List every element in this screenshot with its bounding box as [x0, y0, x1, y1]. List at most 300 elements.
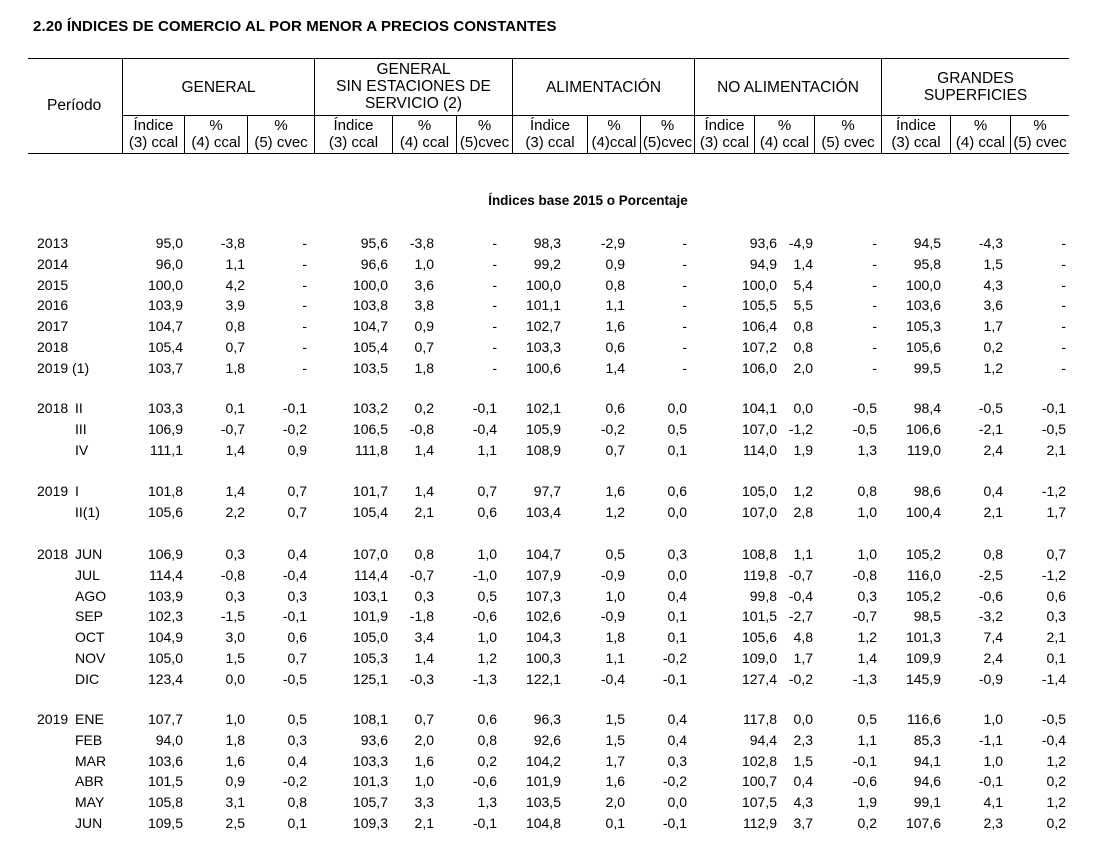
period-year: 2017 [37, 318, 69, 335]
table-cell: 114,4 [149, 566, 183, 583]
table-cell: 104,8 [525, 815, 561, 831]
table-cell: 1,0 [857, 546, 877, 562]
table-cell: -3,8 [409, 235, 434, 251]
table-cell: 0,9 [605, 255, 625, 272]
table-cell: 5,4 [793, 276, 813, 293]
table-cell: 1,7 [1046, 503, 1066, 520]
table-cell: 2,4 [983, 441, 1003, 458]
table-cell: 107,0 [352, 546, 388, 562]
table-cell: 103,5 [525, 794, 561, 811]
table-cell: -1,3 [852, 670, 877, 687]
table-cell: 0,3 [287, 587, 307, 604]
period-sub: ENE [75, 711, 104, 727]
table-cell: - [492, 297, 497, 314]
table-cell: 2,1 [1046, 441, 1066, 458]
table-cell: 96,0 [155, 255, 183, 272]
table-cell: 4,3 [793, 794, 813, 811]
table-cell: 0,7 [605, 441, 625, 458]
table-cell: 104,7 [352, 318, 388, 335]
table-cell: -0,9 [600, 608, 625, 625]
table-cell: -0,1 [662, 670, 687, 687]
period-sub: ABR [75, 773, 104, 790]
table-cell: 94,5 [913, 235, 941, 251]
table-cell: -0,1 [852, 752, 877, 769]
table-cell: 105,4 [352, 339, 388, 355]
table-cell: 4,8 [793, 629, 813, 646]
table-cell: 96,3 [533, 711, 561, 727]
table-cell: -0,1 [978, 773, 1003, 790]
table-cell: 105,8 [147, 794, 183, 811]
table-cell: 0,7 [1046, 546, 1066, 562]
table-cell: 2,8 [793, 503, 813, 520]
table-cell: -0,5 [978, 400, 1003, 416]
subheader-pct-ccal: % (4) ccal [191, 117, 241, 151]
table-cell: 0,1 [667, 608, 687, 625]
table-row [0, 233, 1098, 254]
table-caption: Índices base 2015 o Porcentaje [488, 193, 688, 208]
table-cell: 94,9 [749, 255, 777, 272]
table-cell: -2,7 [788, 608, 813, 625]
table-cell: 103,7 [147, 359, 183, 376]
table-cell: - [1061, 235, 1066, 251]
table-cell: 101,1 [525, 297, 561, 314]
table-cell: 1,0 [477, 629, 497, 646]
subheader-pct-cvec: % (5) cvec [1013, 117, 1067, 151]
table-cell: 107,7 [147, 711, 183, 727]
table-cell: 1,7 [983, 318, 1003, 335]
table-cell: 125,1 [352, 670, 388, 687]
table-cell: 1,4 [414, 650, 434, 666]
table-header [0, 0, 1098, 160]
table-cell: -0,6 [852, 773, 877, 790]
table-cell: 104,2 [525, 752, 561, 769]
table-cell: 103,9 [147, 297, 183, 314]
period-sub: JUL [75, 566, 100, 583]
table-cell: 1,6 [605, 773, 625, 790]
table-cell: 114,0 [743, 441, 777, 458]
table-cell: 1,2 [477, 650, 497, 666]
table-cell: 2,1 [983, 503, 1003, 520]
table-cell: 102,7 [525, 318, 561, 335]
table-cell: 98,6 [913, 483, 941, 499]
table-cell: 1,1 [793, 546, 813, 562]
table-cell: 5,5 [793, 297, 813, 314]
table-cell: 94,6 [913, 773, 941, 790]
table-cell: 104,1 [741, 400, 777, 416]
table-cell: 105,7 [352, 794, 388, 811]
table-cell: 7,4 [983, 629, 1003, 646]
table-cell: 122,1 [525, 670, 561, 687]
table-row [0, 398, 1098, 419]
table-cell: - [682, 318, 687, 335]
table-cell: 0,4 [667, 711, 687, 727]
subheader-indice: Índice (3) ccal [328, 117, 379, 151]
table-cell: - [1061, 339, 1066, 355]
table-cell: 105,6 [741, 629, 777, 646]
table-cell: -2,5 [978, 566, 1003, 583]
table-cell: 95,0 [155, 235, 183, 251]
table-cell: 1,8 [225, 731, 245, 748]
table-cell: 1,2 [605, 503, 625, 520]
table-cell: 0,6 [477, 503, 497, 520]
period-sub: DIC [75, 670, 100, 687]
table-row [0, 440, 1098, 461]
period-sub: SEP [75, 608, 104, 625]
table-row [0, 627, 1098, 648]
table-cell: 0,0 [667, 566, 687, 583]
table-cell: 0,0 [793, 400, 813, 416]
table-cell: 3,6 [983, 297, 1003, 314]
table-cell: -0,7 [788, 566, 813, 583]
table-cell: 0,9 [225, 773, 245, 790]
table-cell: 106,5 [352, 420, 388, 437]
table-cell: 1,4 [793, 255, 813, 272]
table-cell: - [872, 339, 877, 355]
table-cell: 0,3 [667, 546, 687, 562]
table-cell: 0,2 [1046, 773, 1066, 790]
table-cell: -1,5 [220, 608, 245, 625]
table-cell: 1,4 [605, 359, 625, 376]
table-cell: 102,3 [147, 608, 183, 625]
subheader-indice: Índice (3) ccal [699, 117, 750, 151]
table-cell: 108,8 [741, 546, 777, 562]
table-cell: 0,8 [793, 318, 813, 335]
table-cell: 1,0 [414, 255, 434, 272]
table-cell: 0,7 [477, 483, 497, 499]
table-cell: 1,0 [857, 503, 877, 520]
table-cell: 106,0 [741, 359, 777, 376]
table-cell: 0,8 [225, 318, 245, 335]
table-row [0, 730, 1098, 751]
table-cell: 0,2 [857, 815, 877, 831]
table-cell: 107,3 [525, 587, 561, 604]
table-cell: 3,8 [414, 297, 434, 314]
table-cell: 0,6 [477, 711, 497, 727]
table-cell: 100,0 [352, 276, 388, 293]
table-cell: 1,1 [477, 441, 497, 458]
table-cell: 103,1 [352, 587, 388, 604]
table-cell: 3,4 [414, 629, 434, 646]
table-cell: -1,4 [1041, 670, 1066, 687]
table-cell: -0,1 [472, 815, 497, 831]
header-top-rule [28, 58, 1069, 59]
table-cell: 1,0 [225, 711, 245, 727]
period-year: 2018 [37, 339, 69, 355]
table-cell: 2,0 [414, 731, 434, 748]
group-header-general-sin-estaciones: GENERAL SIN ESTACIONES DE SERVICIO (2) [336, 61, 491, 112]
period-year: 2014 [37, 255, 69, 272]
table-cell: 2,3 [983, 815, 1003, 831]
period-sub: II(1) [75, 503, 100, 520]
table-cell: 100,7 [741, 773, 777, 790]
table-cell: 116,6 [907, 711, 941, 727]
period-sub: FEB [75, 731, 103, 748]
table-cell: 102,8 [741, 752, 777, 769]
table-cell: 0,2 [477, 752, 497, 769]
table-cell: 1,6 [414, 752, 434, 769]
table-cell: -0,4 [1041, 731, 1066, 748]
table-cell: 1,1 [225, 255, 245, 272]
table-cell: 102,1 [525, 400, 561, 416]
table-cell: 3,3 [414, 794, 434, 811]
table-cell: 100,0 [905, 276, 941, 293]
subheader-pct-ccal: % (4) ccal [955, 117, 1006, 151]
table-cell: 0,5 [477, 587, 497, 604]
table-cell: 3,7 [793, 815, 813, 831]
table-cell: 1,0 [983, 752, 1003, 769]
table-cell: 3,1 [225, 794, 245, 811]
table-cell: 0,7 [414, 711, 434, 727]
table-cell: 119,0 [907, 441, 941, 458]
table-cell: 1,6 [605, 318, 625, 335]
table-cell: 101,7 [352, 483, 388, 499]
period-year: 2019 (1) [37, 359, 90, 376]
table-cell: -0,9 [978, 670, 1003, 687]
table-cell: 116,0 [907, 566, 941, 583]
table-row [0, 709, 1098, 730]
table-row [0, 792, 1098, 813]
subheader-pct-ccal: % (4) ccal [399, 117, 450, 151]
table-cell: 100,0 [147, 276, 183, 293]
table-cell: 94,1 [913, 752, 941, 769]
table-cell: 105,9 [525, 420, 561, 437]
table-cell: -0,2 [662, 650, 687, 666]
table-cell: 0,4 [287, 546, 307, 562]
group-header-grandes-superficies: GRANDES SUPERFICIES [923, 70, 1028, 104]
table-cell: 0,0 [225, 670, 245, 687]
table-cell: 100,6 [525, 359, 561, 376]
table-cell: 101,9 [352, 608, 388, 625]
table-cell: 96,6 [360, 255, 388, 272]
table-row [0, 751, 1098, 772]
subheader-pct-ccal: % (4)ccal [591, 117, 637, 151]
table-row [0, 544, 1098, 565]
table-cell: -0,2 [600, 420, 625, 437]
table-cell: 104,9 [147, 629, 183, 646]
period-year: 2018 [37, 400, 69, 416]
table-cell: 1,9 [793, 441, 813, 458]
table-cell: 117,8 [743, 711, 777, 727]
table-cell: 1,1 [857, 731, 877, 748]
table-cell: 0,7 [414, 339, 434, 355]
table-cell: - [492, 235, 497, 251]
table-cell: 0,8 [287, 794, 307, 811]
table-cell: 109,0 [741, 650, 777, 666]
table-cell: 0,3 [414, 587, 434, 604]
table-row [0, 337, 1098, 358]
table-cell: 101,9 [525, 773, 561, 790]
period-sub: AGO [75, 587, 107, 604]
table-row [0, 669, 1098, 690]
table-cell: - [1061, 276, 1066, 293]
table-cell: 107,0 [741, 503, 777, 520]
table-cell: 100,0 [525, 276, 561, 293]
table-cell: 1,2 [793, 483, 813, 499]
table-cell: 98,3 [533, 235, 561, 251]
table-cell: -0,1 [282, 400, 307, 416]
table-cell: 1,5 [605, 711, 625, 727]
table-cell: - [302, 359, 307, 376]
table-cell: -0,8 [409, 420, 434, 437]
group-header-general: GENERAL [181, 79, 256, 96]
table-cell: 0,6 [605, 400, 625, 416]
periodo-header: Período [47, 97, 102, 114]
period-sub: IV [75, 441, 89, 458]
table-cell: 0,8 [605, 276, 625, 293]
table-cell: 94,4 [749, 731, 777, 748]
table-cell: 108,9 [525, 441, 561, 458]
table-cell: -0,6 [472, 773, 497, 790]
table-cell: -1,3 [472, 670, 497, 687]
period-sub: II [75, 400, 83, 416]
table-cell: -1,2 [1041, 566, 1066, 583]
table-cell: 0,8 [983, 546, 1003, 562]
table-cell: 85,3 [913, 731, 941, 748]
table-cell: 0,1 [225, 400, 245, 416]
table-cell: 101,3 [352, 773, 388, 790]
table-cell: 1,2 [983, 359, 1003, 376]
table-cell: 1,8 [605, 629, 625, 646]
table-cell: -0,5 [852, 400, 877, 416]
table-cell: 1,3 [857, 441, 877, 458]
table-cell: 114,4 [354, 566, 388, 583]
subheader-indice: Índice (3) ccal [525, 117, 575, 151]
table-cell: 0,6 [667, 483, 687, 499]
table-cell: 3,6 [414, 276, 434, 293]
table-cell: 1,6 [225, 752, 245, 769]
table-cell: 0,1 [1046, 650, 1066, 666]
table-cell: 105,2 [905, 546, 941, 562]
table-cell: 109,9 [905, 650, 941, 666]
table-cell: 0,7 [225, 339, 245, 355]
table-cell: 1,2 [1046, 752, 1066, 769]
period-sub: NOV [75, 650, 106, 666]
table-cell: 2,1 [414, 815, 434, 831]
table-cell: - [302, 339, 307, 355]
table-cell: 103,4 [525, 503, 561, 520]
table-cell: 2,4 [983, 650, 1003, 666]
table-cell: -0,5 [282, 670, 307, 687]
table-row [0, 275, 1098, 296]
table-cell: 98,5 [913, 608, 941, 625]
table-cell: - [682, 359, 687, 376]
table-cell: 94,0 [155, 731, 183, 748]
table-cell: 0,9 [287, 441, 307, 458]
table-cell: - [682, 276, 687, 293]
table-cell: -0,7 [220, 420, 245, 437]
table-cell: 1,0 [414, 773, 434, 790]
period-year: 2019 [37, 483, 69, 499]
table-cell: - [302, 235, 307, 251]
table-cell: -0,2 [282, 420, 307, 437]
table-cell: - [682, 339, 687, 355]
table-cell: 105,3 [352, 650, 388, 666]
table-row [0, 606, 1098, 627]
table-cell: 2,2 [225, 503, 245, 520]
table-cell: -0,8 [220, 566, 245, 583]
table-cell: 0,3 [287, 731, 307, 748]
table-cell: 1,4 [414, 483, 434, 499]
table-cell: 1,4 [225, 441, 245, 458]
table-cell: - [872, 235, 877, 251]
table-cell: 145,9 [905, 670, 941, 687]
table-cell: - [682, 255, 687, 272]
table-cell: - [302, 318, 307, 335]
table-cell: 127,4 [741, 670, 777, 687]
table-cell: 0,5 [605, 546, 625, 562]
table-title: 2.20 ÍNDICES DE COMERCIO AL POR MENOR A PRECIOS CONSTANTES [33, 18, 557, 35]
table-row [0, 358, 1098, 379]
table-cell: 0,4 [287, 752, 307, 769]
period-year: 2015 [37, 276, 69, 293]
table-cell: 1,2 [857, 629, 877, 646]
table-cell: 109,3 [352, 815, 388, 831]
table-cell: -2,1 [978, 420, 1003, 437]
period-sub: JUN [75, 815, 103, 831]
table-cell: -0,4 [600, 670, 625, 687]
table-cell: - [492, 255, 497, 272]
table-cell: 3,9 [225, 297, 245, 314]
table-cell: 0,5 [667, 420, 687, 437]
table-cell: -0,4 [282, 566, 307, 583]
table-cell: - [872, 318, 877, 335]
table-cell: 1,6 [605, 483, 625, 499]
table-cell: 4,1 [983, 794, 1003, 811]
table-cell: 0,4 [793, 773, 813, 790]
table-cell: 0,9 [414, 318, 434, 335]
table-cell: 1,0 [605, 587, 625, 604]
table-cell: -1,0 [472, 566, 497, 583]
table-row [0, 481, 1098, 502]
table-cell: 102,6 [525, 608, 561, 625]
table-cell: -0,6 [978, 587, 1003, 604]
table-row [0, 502, 1098, 523]
table-cell: 1,5 [983, 255, 1003, 272]
period-sub: JUN [75, 546, 103, 562]
table-cell: - [682, 297, 687, 314]
table-cell: 107,5 [741, 794, 777, 811]
table-cell: 0,1 [667, 629, 687, 646]
table-cell: - [492, 318, 497, 335]
table-cell: 100,4 [905, 503, 941, 520]
table-cell: 107,0 [741, 420, 777, 437]
table-cell: 1,0 [477, 546, 497, 562]
table-row [0, 565, 1098, 586]
table-cell: 103,3 [525, 339, 561, 355]
table-cell: -0,7 [852, 608, 877, 625]
table-cell: 105,2 [905, 587, 941, 604]
table-cell: -0,8 [852, 566, 877, 583]
table-cell: 0,0 [667, 400, 687, 416]
table-cell: 93,6 [360, 731, 388, 748]
table-cell: 0,0 [793, 711, 813, 727]
table-cell: -3,2 [978, 608, 1003, 625]
table-cell: 0,8 [414, 546, 434, 562]
table-cell: -0,3 [409, 670, 434, 687]
table-cell: 119,8 [743, 566, 777, 583]
table-cell: -4,3 [978, 235, 1003, 251]
table-cell: - [872, 297, 877, 314]
table-row [0, 295, 1098, 316]
table-cell: -1,8 [409, 608, 434, 625]
table-cell: -0,2 [662, 773, 687, 790]
table-cell: 4,2 [225, 276, 245, 293]
table-cell: 108,1 [352, 711, 388, 727]
table-cell: 1,8 [225, 359, 245, 376]
table-cell: 0,6 [605, 339, 625, 355]
table-cell: 106,9 [147, 546, 183, 562]
table-cell: 105,4 [147, 339, 183, 355]
